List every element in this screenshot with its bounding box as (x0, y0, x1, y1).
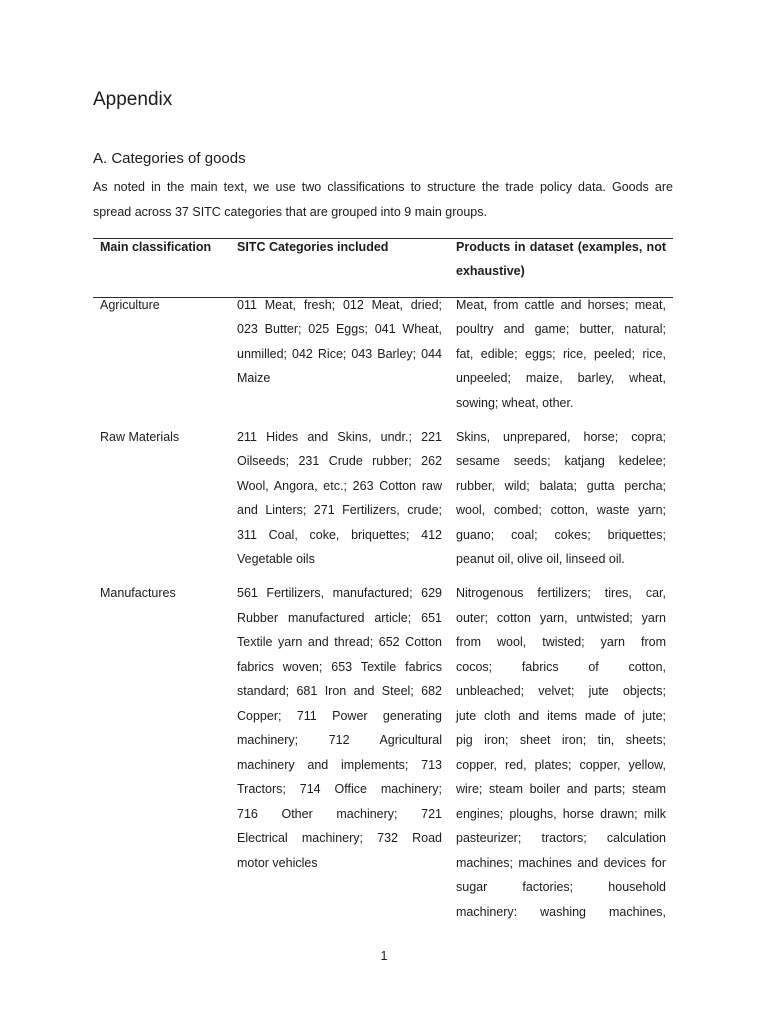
text-line: Skins, unprepared, horse; copra; (456, 429, 666, 444)
text-line: Meat, from cattle and horses; meat, (456, 297, 666, 312)
table-row (93, 581, 673, 934)
table-cell (449, 581, 673, 924)
text-line: 561 Fertilizers, manufactured; 629 (237, 586, 442, 601)
text-line: 211 Hides and Skins, undr.; 221 (237, 429, 442, 444)
table-row (93, 293, 673, 425)
text-line: Wool, Angora, etc.; 263 Cotton raw (237, 478, 442, 493)
text-line: 311 Coal, coke, briquettes; 412 (237, 527, 442, 542)
table-header-cell (449, 235, 673, 284)
text-line: Nitrogenous fertilizers; tires, car, (456, 586, 666, 601)
text-line: poultry and game; butter, natural; (456, 322, 666, 337)
text-line: Main classification (100, 239, 212, 254)
text-line: As noted in the main text, we use two classifications to structure the trade policy data. Goods are (93, 179, 673, 194)
text-line: machines; machines and devices for (456, 855, 666, 870)
text-line: cocos; fabrics of cotton, (456, 659, 666, 674)
text-line: unpeeled; maize, barley, wheat, (456, 371, 666, 386)
table-cell (230, 581, 449, 924)
table-cell (230, 293, 449, 416)
text-line: Vegetable oils (237, 552, 315, 567)
table-row (93, 425, 673, 582)
text-line: from wool, twisted; yarn from (456, 635, 666, 650)
text-line: Products in dataset (examples, not (456, 239, 666, 254)
text-line: Agriculture (100, 297, 160, 312)
text-line: Raw Materials (100, 429, 180, 444)
text-line: wire; steam boiler and parts; steam (456, 782, 666, 797)
text-line: machinery: washing machines, (456, 904, 666, 919)
text-line: outer; cotton yarn, untwisted; yarn (456, 610, 666, 625)
text-line: SITC Categories included (237, 239, 389, 254)
section-title: A. Categories of goods (93, 150, 246, 167)
text-line: fat, edible; eggs; rice, peeled; rice, (456, 346, 666, 361)
text-line: Maize (237, 371, 271, 386)
text-line: spread across 37 SITC categories that are grouped into 9 main groups. (93, 204, 487, 219)
text-line: machinery and implements; 713 (237, 757, 442, 772)
text-line: sugar factories; household (456, 880, 666, 895)
table-header-cell (93, 235, 230, 284)
text-line: pig iron; sheet iron; tin, sheets; (456, 733, 666, 748)
row-classification-cell (93, 293, 230, 416)
text-line: wool, combed; cotton, waste yarn; (456, 503, 666, 518)
text-line: guano; coal; cokes; briquettes; (456, 527, 666, 542)
table-cell (449, 425, 673, 572)
page-title: Appendix (93, 89, 173, 110)
text-line: Rubber manufactured article; 651 (237, 610, 442, 625)
text-line: 011 Meat, fresh; 012 Meat, dried; (237, 297, 442, 312)
text-line: sowing; wheat, other. (456, 395, 574, 410)
text-line: copper, red, plates; copper, yellow, (456, 757, 666, 772)
table-header-row (93, 235, 673, 298)
text-line: machinery; 712 Agricultural (237, 733, 442, 748)
page-number: 1 (380, 949, 388, 963)
text-line: engines; ploughs, horse drawn; milk (456, 806, 666, 821)
text-line: sesame seeds; katjang kedelee; (456, 454, 666, 469)
text-line: rubber, wild; balata; gutta percha; (456, 478, 666, 493)
text-line: fabrics woven; 653 Textile fabrics (237, 659, 442, 674)
row-classification-cell (93, 425, 230, 572)
row-classification-cell (93, 581, 230, 924)
text-line: Copper; 711 Power generating (237, 708, 442, 723)
text-line: motor vehicles (237, 855, 318, 870)
table-cell (230, 425, 449, 572)
goods-table (93, 238, 673, 934)
text-line: and Linters; 271 Fertilizers, crude; (237, 503, 442, 518)
text-line: unmilled; 042 Rice; 043 Barley; 044 (237, 346, 442, 361)
text-line: Oilseeds; 231 Crude rubber; 262 (237, 454, 442, 469)
text-line: Electrical machinery; 732 Road (237, 831, 442, 846)
table-cell (449, 293, 673, 416)
text-line: 023 Butter; 025 Eggs; 041 Wheat, (237, 322, 442, 337)
text-line: peanut oil, olive oil, linseed oil. (456, 552, 625, 567)
text-line: Manufactures (100, 586, 176, 601)
text-line: Tractors; 714 Office machinery; (237, 782, 442, 797)
text-line: unbleached; velvet; jute objects; (456, 684, 666, 699)
text-line: pasteurizer; tractors; calculation (456, 831, 666, 846)
text-line: Textile yarn and thread; 652 Cotton (237, 635, 442, 650)
text-line: exhaustive) (456, 264, 525, 279)
table-header-cell (230, 235, 449, 284)
text-line: jute cloth and items made of jute; (456, 708, 666, 723)
text-line: standard; 681 Iron and Steel; 682 (237, 684, 442, 699)
intro-paragraph (93, 175, 673, 225)
text-line: 716 Other machinery; 721 (237, 806, 442, 821)
